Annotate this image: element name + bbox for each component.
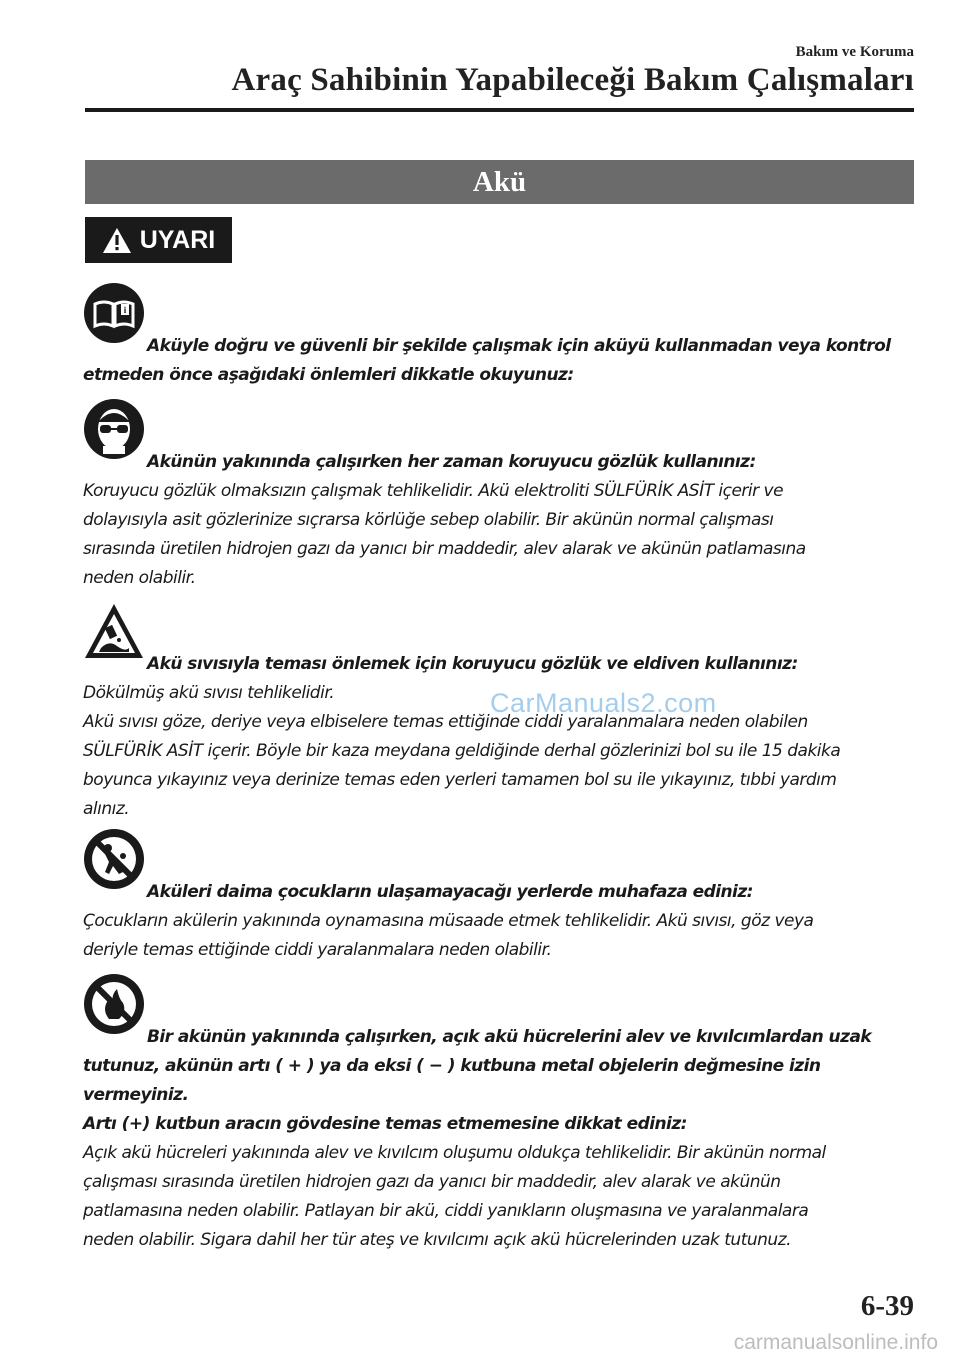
body-line: Açık akü hücreleri yakınında alev ve kıvılcım oluşumu oldukça tehlikelidir. Bir akünün normal: [83, 1143, 826, 1163]
block-heading-line: tutunuz, akünün artı ( + ) ya da eksi ( − ) kutbuna metal objelerin değmesine izin vermeyiniz.: [83, 1056, 821, 1105]
section-title: Akü: [472, 165, 527, 198]
corrosive-warning-icon: [83, 600, 145, 662]
warning-triangle-icon: [102, 227, 132, 254]
header-rule: [85, 108, 914, 112]
warning-block-read-manual: [83, 305, 918, 390]
block-heading-line: Artı (+) kutbun aracın gövdesine temas etmemesine dikkat ediniz:: [83, 1114, 687, 1134]
watermark: CarManuals2.com: [490, 688, 717, 718]
body-line: Koruyucu gözlük olmaksızın çalışmak tehlikelidir. Akü elektroliti SÜLFÜRİK ASİT içerir ve: [83, 481, 784, 501]
body-line: alınız.: [83, 799, 130, 819]
block-heading-line: Akü sıvısıyla teması önlemek için koruyucu gözlük ve eldiven kullanınız:: [147, 654, 798, 674]
block-heading-line: Aküyle doğru ve güvenli bir şekilde çalışmak için aküyü kullanmadan veya kontrol: [147, 336, 891, 356]
svg-text:i: i: [123, 305, 127, 315]
block-body: [83, 1139, 918, 1255]
header-section: Bakım ve Koruma: [795, 44, 914, 60]
body-line: boyunca yıkayınız veya derinize temas eden yerleri tamamen bol su ile yıkayınız, tıbbi yardım: [83, 770, 837, 790]
section-title-bar: [85, 160, 914, 204]
block-heading-line: etmeden önce aşağıdaki önlemleri dikkatle okuyunuz:: [83, 365, 574, 385]
warning-block-flames: [83, 1003, 918, 1255]
manual-book-icon: [83, 282, 145, 344]
body-line: sırasında üretilen hidrojen gazı da yanıcı bir maddedir, alev alarak ve akünün patlamasına: [83, 539, 806, 559]
block-heading-line: Bir akünün yakınında çalışırken, açık akü hücrelerini alev ve kıvılcımlardan uzak: [147, 1027, 872, 1047]
body-line: dolayısıyla asit gözlerinize sıçrarsa körlüğe sebep olabilir. Bir akünün normal çalışması: [83, 510, 774, 530]
warning-block-goggles: [83, 428, 918, 593]
block-heading-line: Akünün yakınında çalışırken her zaman koruyucu gözlük kullanınız:: [147, 452, 756, 472]
body-line: Dökülmüş akü sıvısı tehlikelidir.: [83, 683, 335, 703]
no-fire-icon: [83, 973, 145, 1035]
body-line: patlamasına neden olabilir. Patlayan bir akü, ciddi yanıkların oluşmasına ve yaralanmalara: [83, 1201, 809, 1221]
body-line: neden olabilir. Sigara dahil her tür ateş ve kıvılcımı açık akü hücrelerinden uzak tutunuz.: [83, 1230, 792, 1250]
warning-label-text: UYARI: [139, 225, 216, 254]
body-line: neden olabilir.: [83, 568, 196, 588]
warning-block-children: [83, 858, 918, 965]
warning-block-corrosive: [83, 630, 918, 824]
safety-goggles-icon: [83, 398, 145, 460]
page-header-title: Araç Sahibinin Yapabileceği Bakım Çalışmaları: [231, 62, 914, 98]
no-children-icon: [83, 828, 145, 890]
footer-site-watermark: carmanualsonline.info: [733, 1331, 938, 1354]
block-body: [83, 477, 918, 593]
block-body: [83, 907, 918, 965]
body-line: çalışması sırasında üretilen hidrojen gazı da yanıcı bir maddedir, alev alarak ve akünün: [83, 1172, 781, 1192]
warning-label: [85, 217, 232, 263]
page-number: 6-39: [860, 1290, 914, 1322]
body-line: Çocukların akülerin yakınında oynamasına müsaade etmek tehlikelidir. Akü sıvısı, göz veya: [83, 911, 814, 931]
body-line: SÜLFÜRİK ASİT içerir. Böyle bir kaza meydana geldiğinde derhal gözlerinizi bol su ile 15 dakika: [83, 741, 841, 761]
body-line: deriyle temas ettiğinde ciddi yaralanmalara neden olabilir.: [83, 940, 552, 960]
body-line: Akü sıvısı göze, deriye veya elbiselere temas ettiğinde ciddi yaralanmalara neden olabilen: [83, 712, 808, 732]
block-heading-line: Aküleri daima çocukların ulaşamayacağı yerlerde muhafaza ediniz:: [147, 882, 753, 902]
